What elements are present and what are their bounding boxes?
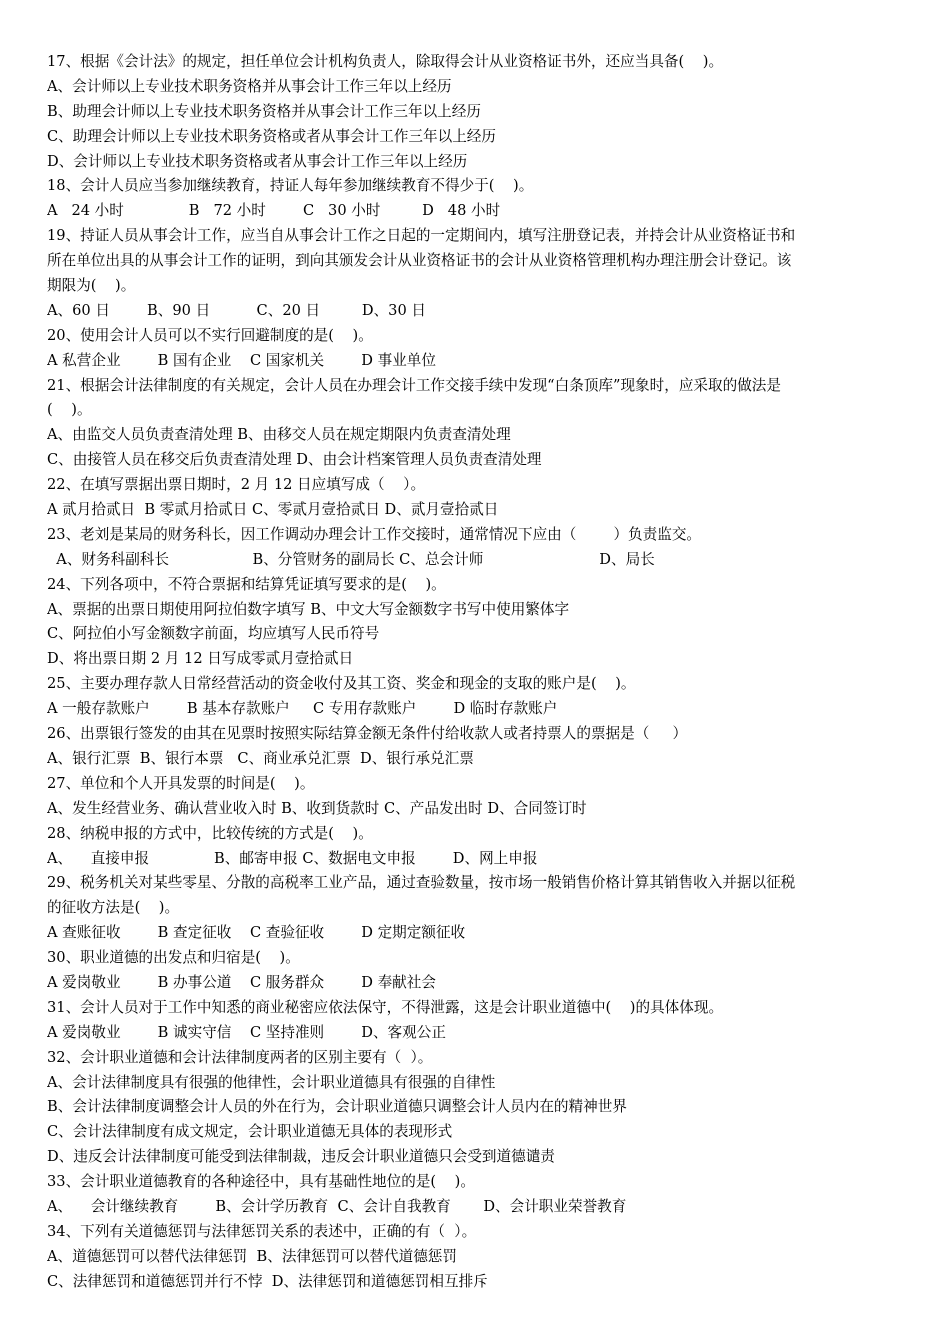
q27-stem: 27、单位和个人开具发票的时间是( )。: [47, 774, 315, 792]
q31-stem: 31、会计人员对于工作中知悉的商业秘密应依法保守，不得泄露，这是会计职业道德中( )的具体体现。: [47, 998, 724, 1016]
q22-stem: 22、在填写票据出票日期时，2 月 12 日应填写成（ ）。: [47, 476, 426, 494]
q26-stem: 26、出票银行签发的由其在见票时按照实际结算金额无条件付给收款人或者持票人的票据是（ ）: [47, 725, 688, 743]
q32-option-b: B、会计法律制度调整会计人员的外在行为，会计职业道德只调整会计人员内在的精神世界: [47, 1098, 627, 1116]
q24-stem: 24、下列各项中，不符合票据和结算凭证填写要求的是( )。: [47, 575, 446, 593]
q25-stem: 25、主要办理存款人日常经营活动的资金收付及其工资、奖金和现金的支取的账户是( )。: [47, 675, 636, 693]
q19-stem-line-1: 19、持证人员从事会计工作，应当自从事会计工作之日起的一定期间内，填写注册登记表，并持会计从业资格证书和: [47, 227, 796, 245]
q17-option-d: D、会计师以上专业技术职务资格或者从事会计工作三年以上经历: [47, 152, 468, 170]
q23-options: A、财务科副科长 B、分管财务的副局长 C、总会计师 D、局长: [47, 550, 655, 568]
q24-option-c: C、阿拉伯小写金额数字前面，均应填写人民币符号: [47, 625, 380, 643]
q17-option-a: A、会计师以上专业技术职务资格并从事会计工作三年以上经历: [47, 77, 452, 95]
q20-stem: 20、使用会计人员可以不实行回避制度的是( )。: [47, 326, 373, 344]
q17-option-c: C、助理会计师以上专业技术职务资格或者从事会计工作三年以上经历: [47, 127, 496, 145]
q20-options: A 私营企业 B 国有企业 C 国家机关 D 事业单位: [47, 351, 436, 369]
q32-option-a: A、会计法律制度具有很强的他律性，会计职业道德具有很强的自律性: [47, 1073, 496, 1091]
q21-options-ab: A、由监交人员负责查清处理 B、由移交人员在规定期限内负责查清处理: [47, 426, 511, 444]
q19-stem-line-3: 期限为( )。: [47, 277, 136, 295]
q25-options: A 一般存款账户 B 基本存款账户 C 专用存款账户 D 临时存款账户: [47, 700, 558, 718]
q19-options: A、60 日 B、90 日 C、20 日 D、30 日: [47, 301, 426, 319]
q32-option-c: C、会计法律制度有成文规定，会计职业道德无具体的表现形式: [47, 1123, 453, 1141]
q34-options-ab: A、道德惩罚可以替代法律惩罚 B、法律惩罚可以替代道德惩罚: [47, 1247, 457, 1265]
q23-stem: 23、老刘是某局的财务科长，因工作调动办理会计工作交接时，通常情况下应由（ ）负责监交。: [47, 525, 702, 543]
q22-options: A 贰月拾贰日 B 零贰月拾贰日 C、零贰月壹拾贰日 D、贰月壹拾贰日: [47, 501, 499, 519]
q21-stem-line-1: 21、根据会计法律制度的有关规定，会计人员在办理会计工作交接手续中发现“白条顶库”现象时，应采取的做法是: [47, 376, 781, 394]
q17-option-b: B、助理会计师以上专业技术职务资格并从事会计工作三年以上经历: [47, 102, 481, 120]
q31-options: A 爱岗敬业 B 诚实守信 C 坚持准则 D、客观公正: [47, 1023, 446, 1041]
q21-stem-line-2: ( )。: [47, 401, 92, 419]
q21-options-cd: C、由接管人员在移交后负责查清处理 D、由会计档案管理人员负责查清处理: [47, 451, 542, 469]
q32-option-d: D、违反会计法律制度可能受到法律制裁，违反会计职业道德只会受到道德谴责: [47, 1148, 555, 1166]
q26-options: A、银行汇票 B、银行本票 C、商业承兑汇票 D、银行承兑汇票: [47, 749, 474, 767]
q34-options-cd: C、法律惩罚和道德惩罚并行不悖 D、法律惩罚和道德惩罚相互排斥: [47, 1272, 488, 1290]
q29-stem-line-1: 29、税务机关对某些零星、分散的高税率工业产品，通过查验数量，按市场一般销售价格计算其销售收入并据以征税: [47, 874, 796, 892]
q28-options: A、 直接申报 B、邮寄申报 C、数据电文申报 D、网上申报: [47, 849, 538, 867]
q17-stem: 17、根据《会计法》的规定，担任单位会计机构负责人，除取得会计从业资格证书外，还应当具备( )。: [47, 53, 724, 70]
q19-stem-line-2: 所在单位出具的从事会计工作的证明，到向其颁发会计从业资格证书的会计从业资格管理机构办理注册会计登记。该: [47, 252, 792, 270]
q18-stem: 18、会计人员应当参加继续教育，持证人每年参加继续教育不得少于( )。: [47, 177, 534, 195]
q30-stem: 30、职业道德的出发点和归宿是( )。: [47, 949, 300, 967]
q33-options: A、 会计继续教育 B、会计学历教育 C、会计自我教育 D、会计职业荣誉教育: [47, 1197, 627, 1215]
q27-options: A、发生经营业务、确认营业收入时 B、收到货款时 C、产品发出时 D、合同签订时: [47, 799, 587, 817]
q33-stem: 33、会计职业道德教育的各种途径中，具有基础性地位的是( )。: [47, 1173, 475, 1191]
q18-options: A 24 小时 B 72 小时 C 30 小时 D 48 小时: [47, 202, 501, 220]
q34-stem: 34、下列有关道德惩罚与法律惩罚关系的表述中，正确的有（ ）。: [47, 1222, 477, 1240]
q28-stem: 28、纳税申报的方式中，比较传统的方式是( )。: [47, 824, 373, 842]
q24-options-ab: A、票据的出票日期使用阿拉伯数字填写 B、中文大写金额数字书写中使用繁体字: [47, 600, 570, 618]
q32-stem: 32、会计职业道德和会计法律制度两者的区别主要有（ ）。: [47, 1048, 433, 1066]
q29-options: A 查账征收 B 查定征收 C 查验征收 D 定期定额征收: [47, 924, 466, 942]
q29-stem-line-2: 的征收方法是( )。: [47, 899, 180, 917]
q24-option-d: D、将出票日期 2 月 12 日写成零贰月壹拾贰日: [47, 650, 354, 668]
q30-options: A 爱岗敬业 B 办事公道 C 服务群众 D 奉献社会: [47, 973, 436, 991]
